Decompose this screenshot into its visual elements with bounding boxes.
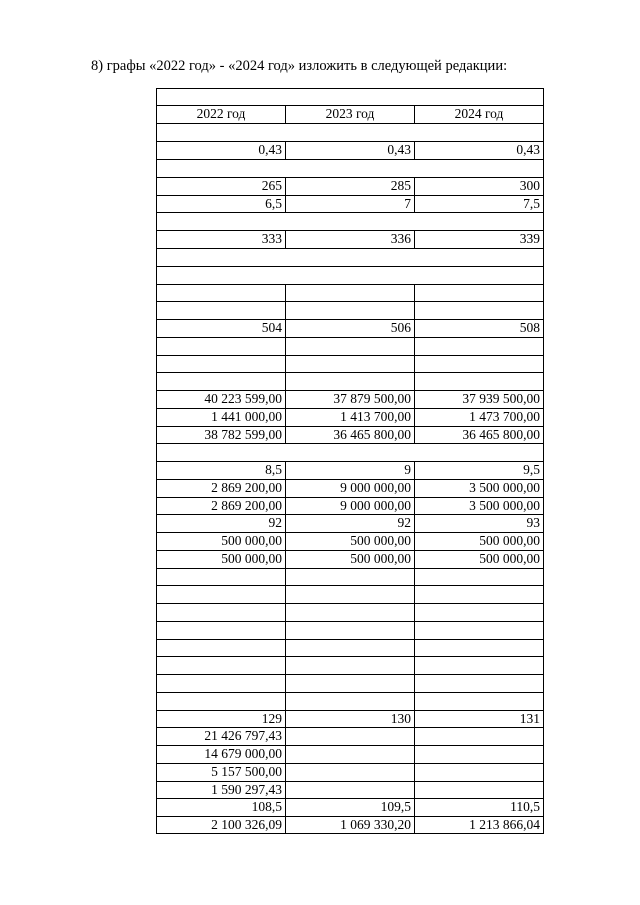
table-cell-2022: 2 100 326,09: [211, 817, 282, 832]
table-cell-2022: 5 157 500,00: [211, 764, 282, 779]
table-row: [156, 514, 544, 532]
table-cell-2023: 7: [285, 196, 414, 212]
table-cell-2022: 21 426 797,43: [204, 728, 282, 743]
table-cell-2023: 109,5: [285, 799, 414, 816]
table-row: [156, 639, 544, 656]
table-cell-2023: 9 000 000,00: [285, 498, 414, 514]
table-row: [156, 532, 544, 550]
table-cell-2022: [157, 356, 285, 372]
table-row: [156, 337, 544, 355]
table-cell-2024: 3 500 000,00: [414, 480, 543, 497]
table-cell-2022: 500 000,00: [221, 533, 282, 548]
table-cell-2022: [157, 444, 543, 461]
table-cell-2023: 500 000,00: [285, 551, 414, 568]
table-row: [156, 177, 544, 195]
table-cell-2024: 3 500 000,00: [414, 498, 543, 514]
table-cell-2024: 131: [414, 711, 543, 727]
table-cell-2022: [157, 285, 285, 301]
table-cell-2024: [414, 569, 543, 585]
column-header-2024: 2024 год: [414, 106, 543, 123]
table-row: [156, 301, 544, 319]
table-row: [156, 88, 544, 105]
table-row: [156, 195, 544, 212]
table-row: [156, 621, 544, 639]
table-cell-2024: 7,5: [414, 196, 543, 212]
table-cell-2024: 9,5: [414, 462, 543, 479]
table-cell-2023: 37 879 500,00: [285, 391, 414, 408]
table-row: [156, 461, 544, 479]
table-cell-2024: 93: [414, 515, 543, 532]
table-row: [156, 781, 544, 798]
table-cell-2023: 1 069 330,20: [285, 817, 414, 833]
table-row: [156, 710, 544, 727]
table-row: [156, 426, 544, 443]
table-cell-2023: [285, 746, 414, 763]
table-cell-2024: [414, 604, 543, 621]
table-cell-2022: 92: [268, 515, 282, 530]
table-cell-2024: 36 465 800,00: [414, 427, 543, 443]
table-cell-2023: [285, 356, 414, 372]
table-cell-2022: 2 869 200,00: [211, 480, 282, 495]
table-cell-2024: [414, 746, 543, 763]
table-row: [156, 123, 544, 141]
table-cell-2022: 8,5: [265, 462, 282, 477]
table-cell-2023: [285, 693, 414, 710]
table-row: [156, 212, 544, 230]
table-cell-2022: [157, 89, 543, 105]
table-cell-2024: [414, 640, 543, 656]
table-cell-2022: 40 223 599,00: [204, 391, 282, 406]
table-cell-2024: [414, 782, 543, 798]
table-row: [156, 497, 544, 514]
table-cell-2024: 37 939 500,00: [414, 391, 543, 408]
table-cell-2024: 1 473 700,00: [414, 409, 543, 426]
table-cell-2022: [157, 160, 543, 177]
table-cell-2024: [414, 657, 543, 674]
table-cell-2022: 2 869 200,00: [211, 498, 282, 513]
table-cell-2024: [414, 285, 543, 301]
table-cell-2024: [414, 338, 543, 355]
table-row: [156, 727, 544, 745]
table-cell-2022: [157, 675, 285, 692]
table-row: [156, 656, 544, 674]
column-header-2022: 2022 год: [196, 106, 246, 121]
table-cell-2024: [414, 373, 543, 390]
table-cell-2023: 1 413 700,00: [285, 409, 414, 426]
table-cell-2023: 130: [285, 711, 414, 727]
table-row: [156, 230, 544, 248]
table-row: [156, 319, 544, 337]
table-cell-2023: [285, 764, 414, 781]
table-row: [156, 550, 544, 568]
table-cell-2022: [157, 249, 543, 266]
table-cell-2024: 110,5: [414, 799, 543, 816]
table-cell-2023: [285, 640, 414, 656]
table-cell-2022: [157, 267, 543, 284]
table-cell-2024: [414, 675, 543, 692]
table-cell-2024: [414, 302, 543, 319]
table-cell-2024: [414, 622, 543, 639]
table-cell-2022: [157, 302, 285, 319]
table-cell-2022: [157, 213, 543, 230]
table-cell-2022: [157, 657, 285, 674]
table-row: [156, 674, 544, 692]
table-row: [156, 692, 544, 710]
table-cell-2022: 1 441 000,00: [211, 409, 282, 424]
column-header-2023: 2023 год: [285, 106, 414, 123]
table-cell-2024: 0,43: [414, 142, 543, 159]
table-cell-2022: [157, 338, 285, 355]
table-cell-2022: 14 679 000,00: [204, 746, 282, 761]
table-cell-2022: [157, 640, 285, 656]
table-row: [156, 141, 544, 159]
table-cell-2022: [157, 373, 285, 390]
table-cell-2023: 500 000,00: [285, 533, 414, 550]
table-row: [156, 266, 544, 284]
amendment-heading: 8) графы «2022 год» - «2024 год» изложить в следующей редакции:: [91, 58, 508, 74]
table-cell-2023: [285, 622, 414, 639]
table-row: [156, 284, 544, 301]
table-cell-2023: [285, 338, 414, 355]
table-cell-2023: 9: [285, 462, 414, 479]
table-cell-2022: [157, 124, 543, 141]
table-row: [156, 568, 544, 585]
table-cell-2024: 500 000,00: [414, 533, 543, 550]
table-cell-2024: 508: [414, 320, 543, 337]
table-cell-2022: 129: [261, 711, 282, 726]
table-cell-2024: 300: [414, 178, 543, 195]
table-row: [156, 798, 544, 816]
table-cell-2022: 1 590 297,43: [211, 782, 282, 797]
table-cell-2022: 333: [261, 231, 282, 246]
table-cell-2024: 1 213 866,04: [414, 817, 543, 833]
table-row: [156, 355, 544, 372]
table-row: [156, 159, 544, 177]
table-cell-2022: 0,43: [258, 142, 282, 157]
table-cell-2022: [157, 569, 285, 585]
table-cell-2022: 108,5: [251, 799, 282, 814]
table-cell-2023: 506: [285, 320, 414, 337]
table-cell-2023: 92: [285, 515, 414, 532]
table-cell-2022: 38 782 599,00: [204, 427, 282, 442]
table-cell-2023: 336: [285, 231, 414, 248]
table-cell-2023: [285, 586, 414, 603]
table-cell-2023: 0,43: [285, 142, 414, 159]
table-row: [156, 585, 544, 603]
table-cell-2024: [414, 356, 543, 372]
table-row: [156, 248, 544, 266]
table-cell-2024: 339: [414, 231, 543, 248]
table-cell-2022: 500 000,00: [221, 551, 282, 566]
table-cell-2022: [157, 604, 285, 621]
table-row: [156, 745, 544, 763]
table-cell-2023: [285, 604, 414, 621]
table-cell-2024: 500 000,00: [414, 551, 543, 568]
table-cell-2023: [285, 728, 414, 745]
table-row: [156, 408, 544, 426]
table-cell-2022: 265: [261, 178, 282, 193]
table-cell-2023: [285, 569, 414, 585]
table-row: [156, 479, 544, 497]
table-cell-2023: [285, 285, 414, 301]
table-cell-2022: [157, 622, 285, 639]
table-cell-2022: [157, 693, 285, 710]
table-cell-2023: [285, 302, 414, 319]
table-cell-2023: [285, 373, 414, 390]
table-cell-2024: [414, 764, 543, 781]
table-row: [156, 603, 544, 621]
table-cell-2024: [414, 586, 543, 603]
table-row: [156, 763, 544, 781]
table-row: [156, 372, 544, 390]
table-cell-2023: 9 000 000,00: [285, 480, 414, 497]
table-cell-2023: 285: [285, 178, 414, 195]
table-header-row: [156, 105, 544, 123]
table-cell-2023: [285, 657, 414, 674]
table-row: [156, 390, 544, 408]
table-cell-2024: [414, 728, 543, 745]
table-row: [156, 443, 544, 461]
table-cell-2023: [285, 782, 414, 798]
table-cell-2022: [157, 586, 285, 603]
table-cell-2022: 6,5: [265, 196, 282, 211]
table-row: [156, 816, 544, 834]
table-cell-2023: [285, 675, 414, 692]
table-cell-2024: [414, 693, 543, 710]
table-cell-2022: 504: [261, 320, 282, 335]
table-cell-2023: 36 465 800,00: [285, 427, 414, 443]
values-table: [156, 88, 544, 834]
